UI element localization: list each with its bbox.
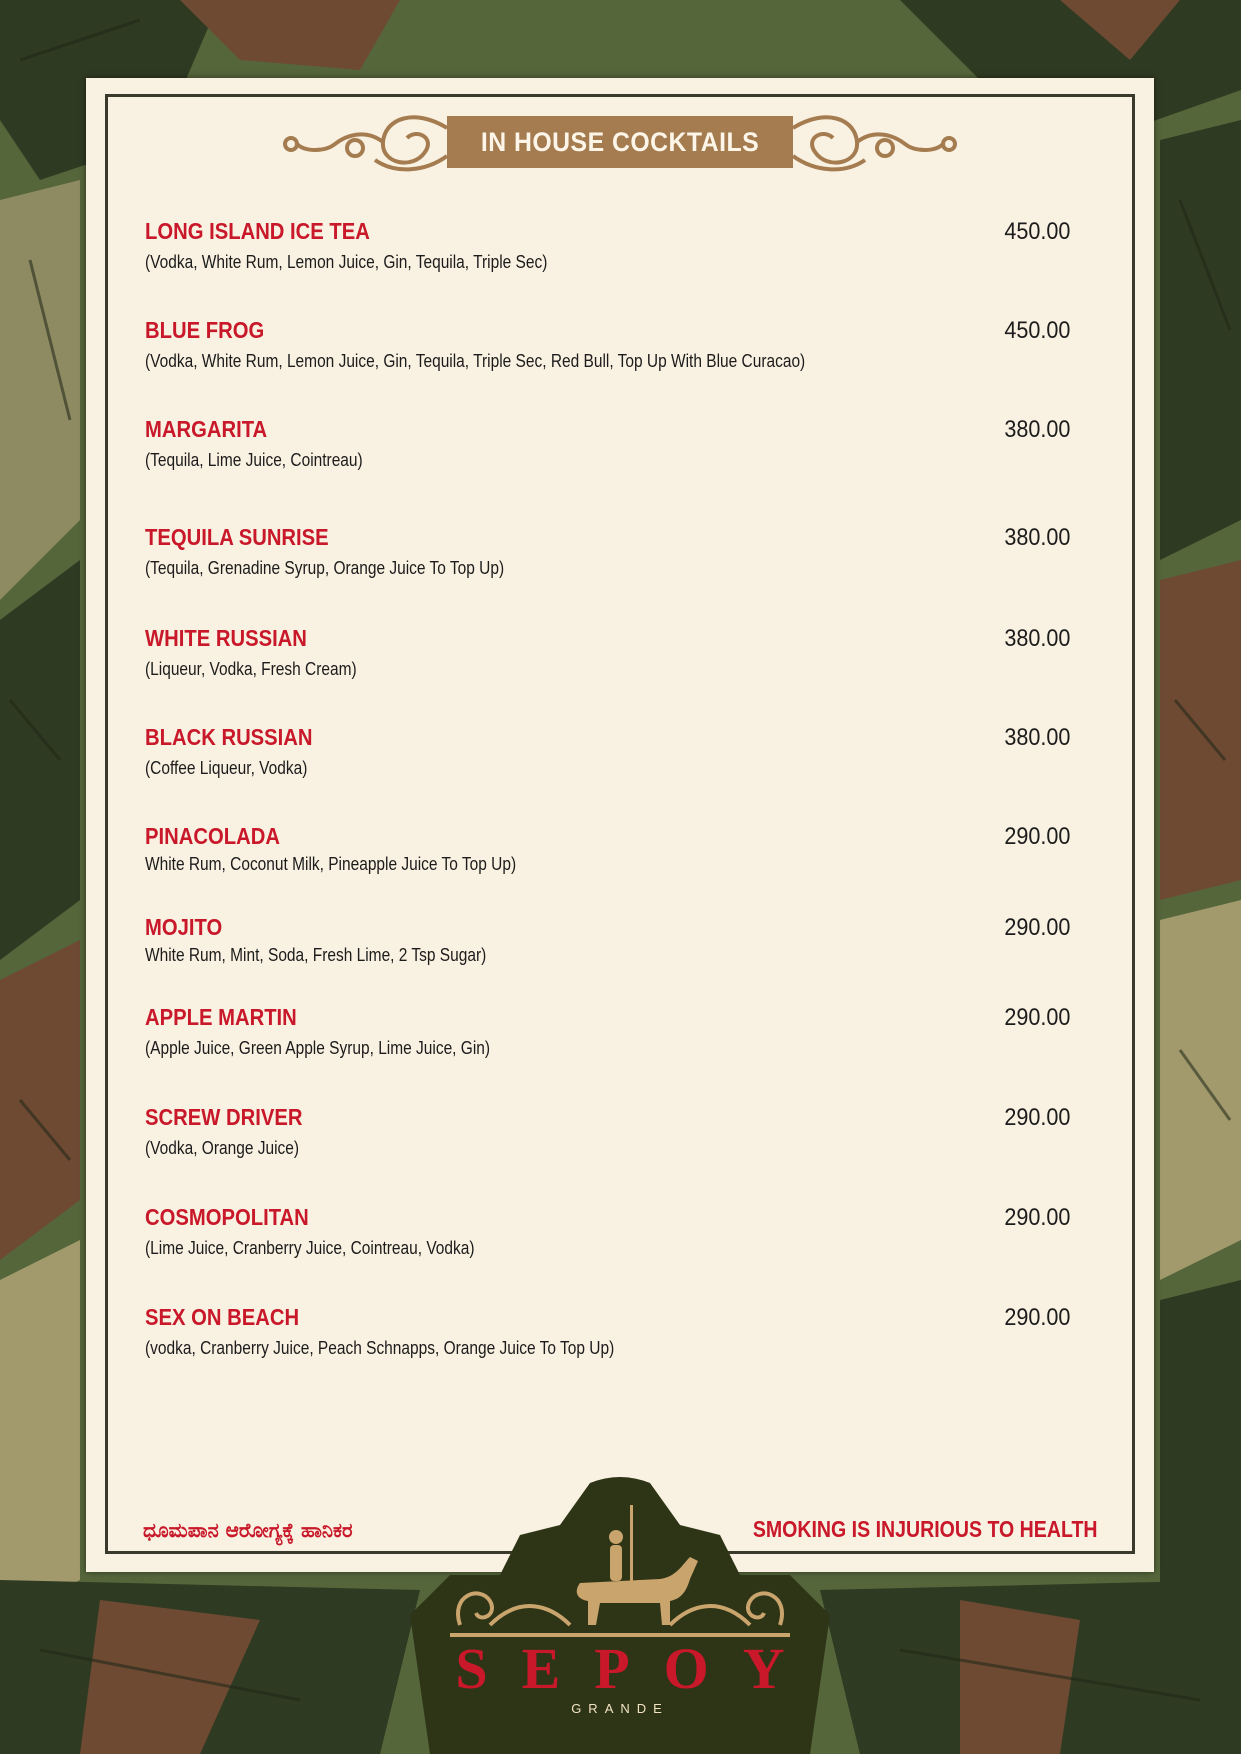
brand-logo [390, 1475, 850, 1754]
section-title: IN HOUSE COCKTAILS [480, 127, 760, 157]
item-price: 290.00 [1003, 1004, 1070, 1031]
item-name: COSMOPOLITAN [145, 1204, 309, 1230]
item-price: 380.00 [1003, 724, 1070, 751]
item-name: BLACK RUSSIAN [145, 724, 313, 750]
item-price: 290.00 [1003, 1204, 1070, 1231]
item-description: (Coffee Liqueur, Vodka) [145, 758, 308, 778]
item-price: 380.00 [1003, 625, 1070, 652]
item-description: (Vodka, White Rum, Lemon Juice, Gin, Tequila, Triple Sec) [145, 252, 548, 272]
item-name: MOJITO [145, 914, 223, 940]
brand-subtitle: GRANDE [571, 1701, 669, 1716]
item-name: SEX ON BEACH [145, 1304, 300, 1330]
item-name: MARGARITA [145, 416, 268, 442]
health-warning-kannada: ಧೂಮಪಾನ ಆರೋಗ್ಯಕ್ಕೆ ಹಾನಿಕರ [143, 1518, 353, 1542]
item-description: (Tequila, Grenadine Syrup, Orange Juice To Top Up) [145, 558, 505, 578]
item-name: APPLE MARTIN [145, 1004, 297, 1030]
item-name: PINACOLADA [145, 823, 280, 849]
item-description: (Vodka, Orange Juice) [145, 1138, 300, 1158]
item-price: 450.00 [1003, 218, 1070, 245]
item-description: (Tequila, Lime Juice, Cointreau) [145, 450, 363, 470]
brand-name: SEPOY [455, 1636, 819, 1701]
item-description: (Lime Juice, Cranberry Juice, Cointreau, Vodka) [145, 1238, 475, 1258]
item-description: (vodka, Cranberry Juice, Peach Schnapps, Orange Juice To Top Up) [145, 1338, 615, 1358]
item-name: WHITE RUSSIAN [145, 625, 307, 651]
item-name: BLUE FROG [145, 317, 265, 343]
health-warning-english: SMOKING IS INJURIOUS TO HEALTH [753, 1516, 1098, 1542]
item-description: (Liqueur, Vodka, Fresh Cream) [145, 659, 357, 679]
item-price: 450.00 [1003, 317, 1070, 344]
item-price: 380.00 [1003, 416, 1070, 443]
item-description: (Apple Juice, Green Apple Syrup, Lime Juice, Gin) [145, 1038, 491, 1058]
item-price: 290.00 [1003, 823, 1070, 850]
item-description: White Rum, Mint, Soda, Fresh Lime, 2 Tsp Sugar) [145, 945, 487, 965]
item-name: LONG ISLAND ICE TEA [145, 218, 370, 244]
section-header [275, 108, 965, 180]
item-price: 380.00 [1003, 524, 1070, 551]
item-price: 290.00 [1003, 1304, 1070, 1331]
item-name: SCREW DRIVER [145, 1104, 303, 1130]
item-price: 290.00 [1003, 1104, 1070, 1131]
item-name: TEQUILA SUNRISE [145, 524, 329, 550]
item-description: (Vodka, White Rum, Lemon Juice, Gin, Tequila, Triple Sec, Red Bull, Top Up With Blue Curacao) [145, 351, 806, 371]
item-price: 290.00 [1003, 914, 1070, 941]
item-description: White Rum, Coconut Milk, Pineapple Juice To Top Up) [145, 854, 517, 874]
